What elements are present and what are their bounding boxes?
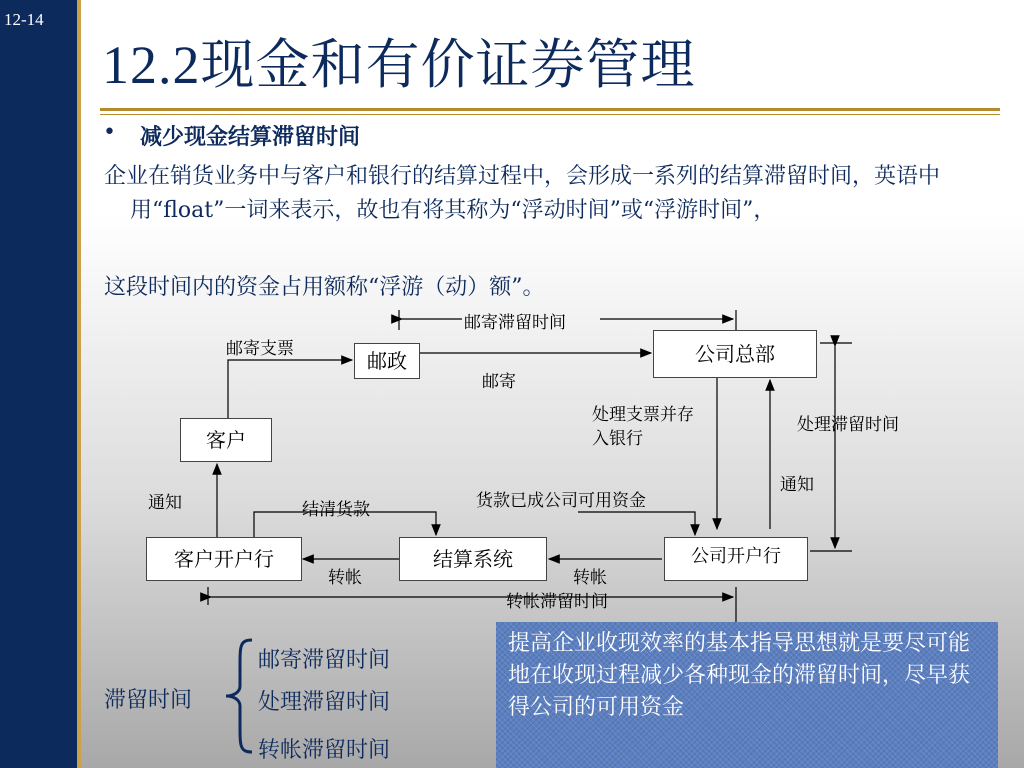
label-transfer-right: 转帐: [573, 568, 607, 588]
sidebar: [0, 0, 77, 768]
node-company-bank: 公司开户行: [664, 537, 808, 581]
summary-item-transfer: 转帐滞留时间: [258, 738, 391, 763]
label-processing-float: 处理滞留时间: [797, 415, 899, 435]
paragraph-1: 企业在销货业务中与客户和银行的结算过程中，会形成一系列的结算滞留时间，英语中用“float”一词来表示，故也有将其称为“浮动时间”或“浮游时间”，: [104, 164, 941, 223]
label-transfer-left: 转帐: [328, 568, 362, 588]
sidebar-stripe: [77, 0, 81, 768]
label-mailing: 邮寄: [482, 372, 516, 392]
page-number: 12-14: [4, 10, 44, 29]
summary-item-processing: 处理滞留时间: [258, 690, 391, 715]
node-post-office: 邮政: [354, 343, 420, 379]
label-funds-available: 货款已成公司可用资金: [476, 491, 646, 511]
bullet-marker: •: [103, 120, 116, 145]
slide-title: 12.2现金和有价证券管理: [102, 35, 696, 95]
summary-label: 滞留时间: [104, 688, 193, 713]
bullet-heading: 减少现金结算滞留时间: [140, 124, 361, 150]
label-notify-right: 通知: [780, 475, 814, 495]
paragraph-2: 这段时间内的资金占用额称“浮游（动）额”。: [104, 275, 545, 300]
funds-available-arrow: [578, 512, 695, 535]
node-clearing-system: 结算系统: [399, 537, 547, 581]
mail-check-arrow: [228, 360, 352, 418]
label-notify-left: 通知: [148, 493, 182, 513]
brace-icon: [222, 636, 256, 756]
label-process-deposit: 处理支票并存入银行: [592, 405, 694, 449]
summary-item-mail: 邮寄滞留时间: [258, 648, 391, 673]
float-diagram: [140, 305, 899, 625]
title-rule: [100, 108, 1000, 111]
callout-box: 提高企业收现效率的基本指导思想就是要尽可能地在收现过程减少各种现金的滞留时间，尽早获得公司的可用资金: [496, 622, 998, 768]
label-settle-payment: 结清货款: [302, 500, 370, 520]
node-customer: 客户: [180, 418, 272, 462]
node-customer-bank: 客户开户行: [146, 537, 302, 581]
label-mail-float: 邮寄滞留时间: [464, 313, 566, 333]
label-mail-check: 邮寄支票: [226, 339, 294, 359]
node-company-hq: 公司总部: [653, 330, 817, 378]
title-rule-thin: [100, 114, 1000, 115]
label-transfer-float: 转帐滞留时间: [506, 592, 608, 612]
